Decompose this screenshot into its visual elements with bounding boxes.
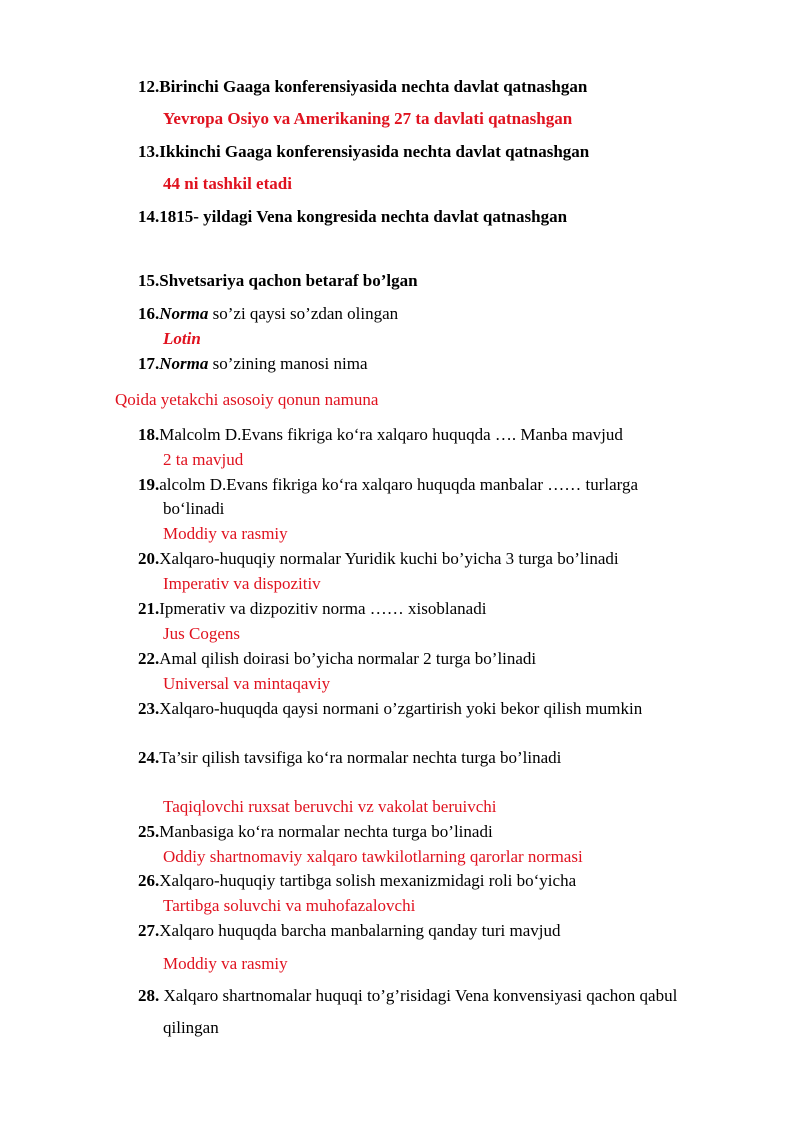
question-number: 17.: [138, 354, 160, 373]
question-number: 19.: [138, 475, 160, 494]
question-text: Shvetsariya qachon betaraf bo’lgan: [159, 271, 418, 290]
question-28-continuation: qilingan: [163, 1018, 219, 1037]
question-24: [138, 747, 561, 769]
question-number: 12.: [138, 77, 160, 96]
question-text: 1815- yildagi Vena kongresida nechta davlat qatnashgan: [159, 207, 568, 226]
question-17: [138, 353, 368, 375]
answer-22: Universal va mintaqaviy: [163, 674, 331, 693]
question-23: [138, 698, 642, 720]
question-19: [138, 474, 638, 496]
question-text: Ikkinchi Gaaga konferensiyasida nechta davlat qatnashgan: [159, 142, 590, 161]
question-text: Malcolm D.Evans fikriga ko‘ra xalqaro huquqda …. Manba mavjud: [159, 425, 623, 444]
question-text: Ta’sir qilish tavsifiga ko‘ra normalar nechta turga bo’linadi: [159, 748, 562, 767]
answer-18: 2 ta mavjud: [163, 450, 244, 469]
answer-16: Lotin: [163, 329, 201, 348]
answer-25: Oddiy shartnomaviy xalqaro tawkilotlarning qarorlar normasi: [163, 847, 583, 866]
question-text: alcolm D.Evans fikriga ko‘ra xalqaro huquqda manbalar …… turlarga: [159, 475, 639, 494]
answer-12: Yevropa Osiyo va Amerikaning 27 ta davlati qatnashgan: [163, 109, 573, 128]
question-text: Xalqaro shartnomalar huquqi to’g’risidagi Vena konvensiyasi qachon qabul: [159, 986, 678, 1005]
answer-21: Jus Cogens: [163, 624, 240, 643]
question-text: Ipmerativ va dizpozitiv norma …… xisoblanadi: [159, 599, 487, 618]
question-number: 25.: [138, 822, 160, 841]
question-12: [138, 76, 587, 98]
question-21: [138, 598, 486, 620]
question-text: Amal qilish doirasi bo’yicha normalar 2 turga bo’linadi: [159, 649, 537, 668]
question-text: Xalqaro-huquqda qaysi normani o’zgartirish yoki bekor qilish mumkin: [159, 699, 643, 718]
answer-24: Taqiqlovchi ruxsat beruvchi vz vakolat beruivchi: [163, 797, 497, 816]
question-text: Xalqaro-huquqiy normalar Yuridik kuchi bo’yicha 3 turga bo’linadi: [159, 549, 619, 568]
question-number: 20.: [138, 549, 160, 568]
question-number: 14.: [138, 207, 160, 226]
question-number: 27.: [138, 921, 160, 940]
answer-17: Qoida yetakchi asosoiy qonun namuna: [115, 390, 379, 409]
answer-20: Imperativ va dispozitiv: [163, 574, 321, 593]
question-15: [138, 270, 418, 292]
answer-27: Moddiy va rasmiy: [163, 954, 288, 973]
question-20: [138, 548, 619, 570]
question-13: [138, 141, 589, 163]
question-text: so’zining manosi nima: [208, 354, 368, 373]
question-number: 26.: [138, 871, 160, 890]
question-25: [138, 821, 493, 843]
question-text: Xalqaro huquqda barcha manbalarning qanday turi mavjud: [159, 921, 561, 940]
question-number: 16.: [138, 304, 160, 323]
question-26: [138, 870, 576, 892]
question-text: Xalqaro-huquqiy tartibga solish mexanizmidagi roli bo‘yicha: [159, 871, 577, 890]
question-number: 28.: [138, 986, 160, 1005]
question-text: Birinchi Gaaga konferensiyasida nechta davlat qatnashgan: [159, 77, 588, 96]
question-keyword: Norma: [159, 304, 209, 323]
answer-13: 44 ni tashkil etadi: [163, 174, 292, 193]
question-28: [138, 985, 677, 1007]
question-18: [138, 424, 623, 446]
question-number: 22.: [138, 649, 160, 668]
question-19-continuation: bo‘linadi: [163, 499, 225, 518]
question-14: [138, 206, 567, 228]
question-number: 24.: [138, 748, 160, 767]
question-22: [138, 648, 536, 670]
question-number: 18.: [138, 425, 160, 444]
answer-19: Moddiy va rasmiy: [163, 524, 288, 543]
question-keyword: Norma: [159, 354, 209, 373]
question-text: Manbasiga ko‘ra normalar nechta turga bo’linadi: [159, 822, 493, 841]
question-number: 23.: [138, 699, 160, 718]
question-16: [138, 303, 398, 325]
question-number: 13.: [138, 142, 160, 161]
answer-26: Tartibga soluvchi va muhofazalovchi: [163, 896, 416, 915]
question-number: 21.: [138, 599, 160, 618]
question-27: [138, 920, 561, 942]
question-number: 15.: [138, 271, 160, 290]
question-text: so’zi qaysi so’zdan olingan: [208, 304, 399, 323]
